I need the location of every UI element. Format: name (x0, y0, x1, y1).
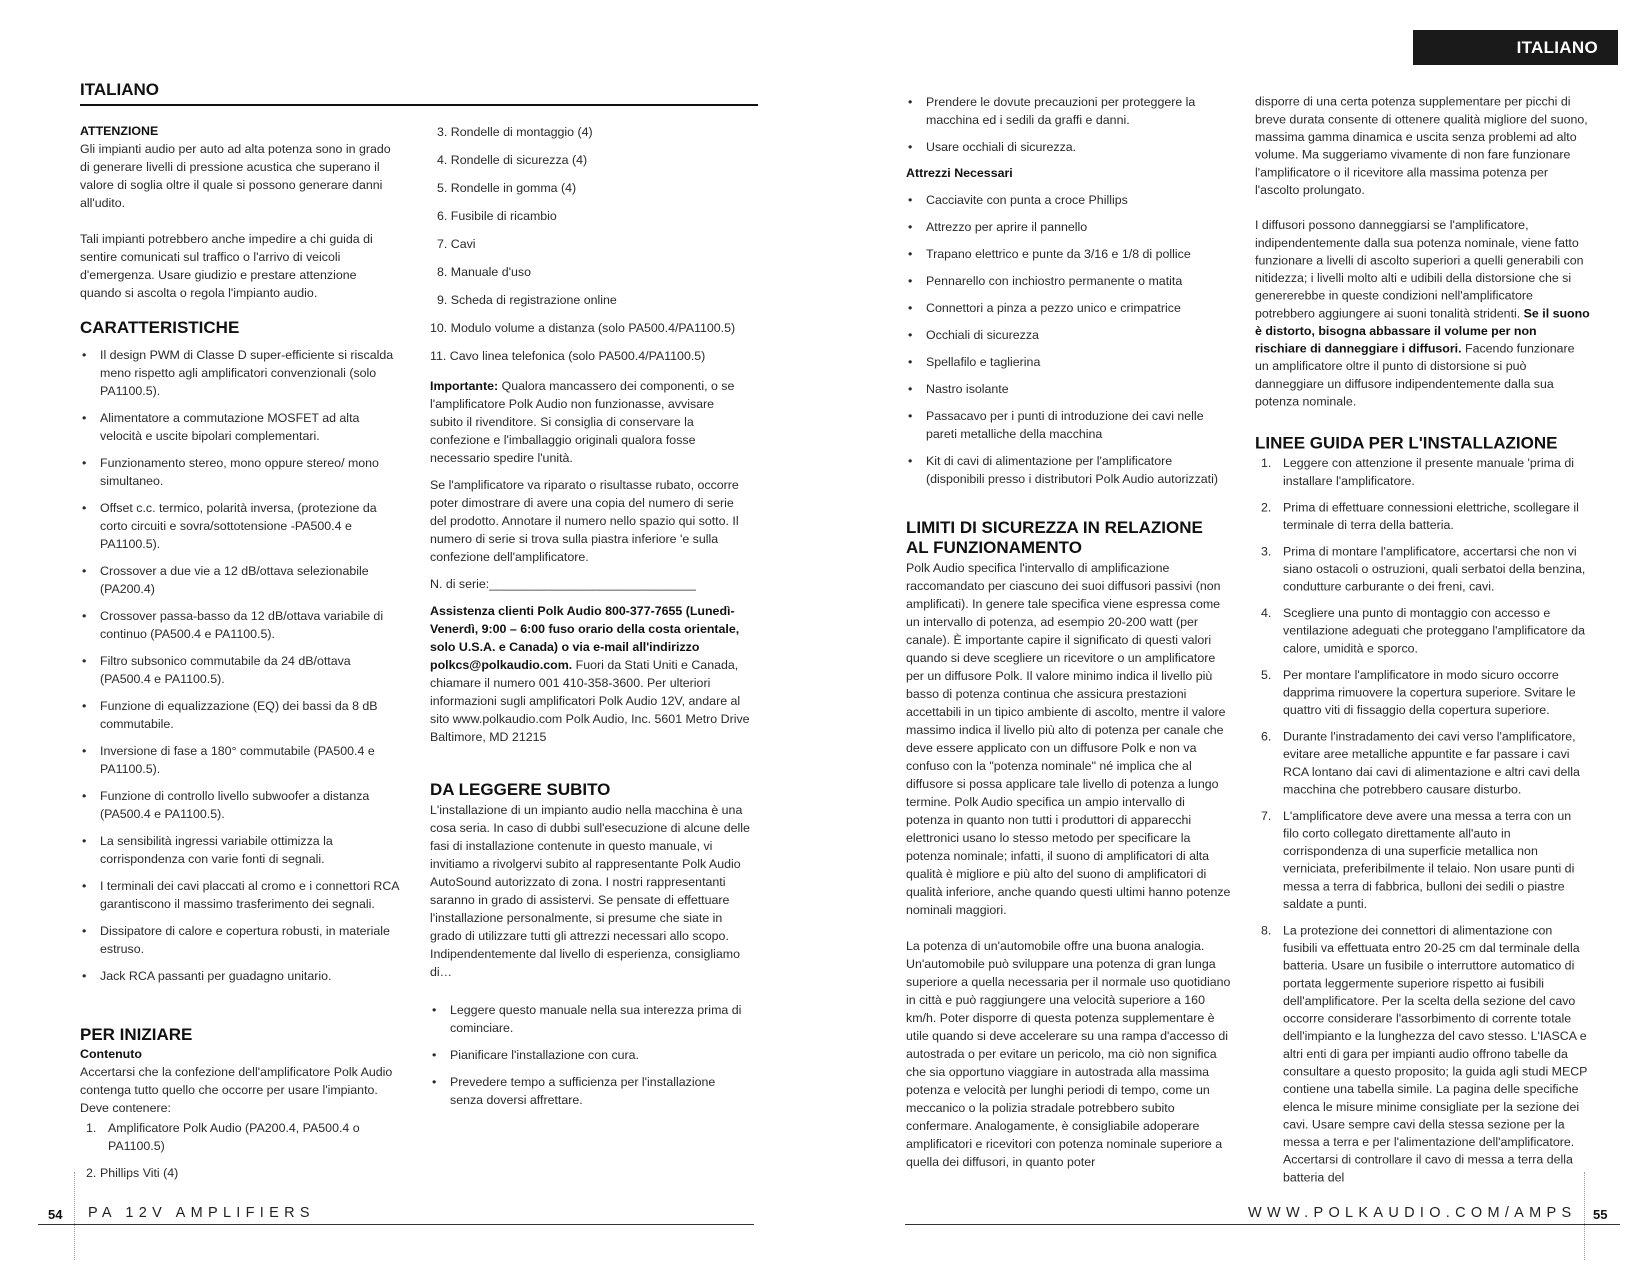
list-item: • Dissipatore di calore e copertura robusti, in materiale estruso. (80, 922, 400, 958)
list-item: • Leggere questo manuale nella sua interezza prima di cominciare. (430, 1001, 750, 1037)
list-item: • Attrezzo per aprire il pannello (906, 218, 1231, 236)
list-item (1261, 499, 1590, 534)
safety-limits-heading: LIMITI DI SICUREZZA IN RELAZIONE AL FUNZIONAMENTO (906, 518, 1203, 557)
safety-limits-paragraph-2: La potenza di un'automobile offre una buona analogia. Un'automobile può sviluppare una potenza di gran lunga superiore a quella necessaria per il normale uso quotidiano in città e può raggiungere una velocità superiore a 160 km/h. Poter disporre di questa potenza supplementare è utile quando si deve accelerare su una rampa d'accesso di autostrada o per evitare un pericolo, ma ciò non significa che sia opportuno viaggiare in autostrada alla massima potenza e velocità per lunghi periodi di tempo, come un meccanico o la polizia stradale potrebbero subito confermare. Analogamente, è consigliabile adoperare amplificatori e ricevitori con potenza nominale superiore a quella dei diffusori, in quanto poter (906, 939, 1231, 1169)
list-item: • Cacciavite con punta a croce Phillips (906, 191, 1231, 209)
item-number: 8. (1261, 923, 1272, 938)
distortion-paragraph (1255, 216, 1590, 410)
list-item: • Nastro isolante (906, 380, 1231, 398)
list-item: • Connettori a pinza a pezzo unico e crimpatrice (906, 299, 1231, 317)
list-item (86, 1164, 400, 1182)
list-item: • Pennarello con inchiostro permanente o matita (906, 272, 1231, 290)
item-text: Durante l'instradamento dei cavi verso l'amplificatore, evitare aree metalliche appuntite e far passare i cavi RCA lontano dai cavi di alimentazione e altri cavi della macchina che potrebbero causare disturbo. (1283, 729, 1580, 797)
list-item: 11. Cavo linea telefonica (solo PA500.4/PA1100.5) (430, 349, 706, 363)
left-column-2 (430, 123, 750, 1118)
power-paragraph: disporre di una certa potenza supplementare per picchi di breve durata consente di ottenere qualità migliore del suono, massima gamma dinamica e uscita senza problemi ad alto volume. Ma suggeriamo vivamente di non fare funzionare l'amplificatore o il ricevitore alla massima potenza per l'ascolto prolungato. (1255, 94, 1588, 197)
item-number: 5. (1261, 667, 1272, 682)
list-item (1261, 543, 1590, 596)
item-number: 1. (1261, 456, 1272, 471)
left-footer-text: PA 12V AMPLIFIERS (88, 1205, 315, 1221)
support-text: Fuori da Stati Uniti e Canada, chiamare il numero 001 410-358-3600. Per ulteriori informazioni sugli amplificatori Polk Audio 12V, andare al sito www.polkaudio.com Polk Audio, Inc. 5601 Metro Drive Baltimore, MD 21215 (430, 658, 750, 744)
list-item: • Funzione di controllo livello subwoofer a distanza (PA500.4 e PA1100.5). (80, 787, 400, 823)
important-label: Importante: (430, 379, 499, 393)
support-contact: Assistenza clienti Polk Audio 800-377-7655 (Lunedì-Venerdì, 9:00 – 6:00 fuso orario della costa orientale, solo U.S.A. e Canada) o via e-mail all'indirizzo polkcs@polkaudio.com. (430, 604, 740, 672)
list-item: 9. Scheda di registrazione online (437, 293, 617, 307)
tools-heading: Attrezzi Necessari (906, 166, 1013, 180)
serial-number-line: N. di serie:______________________________ (430, 577, 696, 591)
repair-paragraph: Se l'amplificatore va riparato o risultasse rubato, occorre poter dimostrare di avere una copia del numero di serie del prodotto. Annotare il numero nello spazio qui sotto. Il numero di serie si trova sulla piastra inferiore 'e sulla confezione dell'amplificatore. (430, 478, 739, 564)
list-item: • Trapano elettrico e punte da 3/16 e 1/8 di pollice (906, 245, 1231, 263)
list-item: • Inversione di fase a 180° commutabile (PA500.4 e PA1100.5). (80, 742, 400, 778)
list-item: • Pianificare l'installazione con cura. (430, 1046, 750, 1064)
list-item: • I terminali dei cavi placcati al cromo e i connettori RCA garantiscono il massimo trasferimento dei segnali. (80, 877, 400, 913)
start-heading: PER INIZIARE (80, 1025, 193, 1044)
item-text: Amplificatore Polk Audio (PA200.4, PA500.4 o PA1100.5) (108, 1121, 360, 1153)
left-footer-rule (38, 1224, 754, 1225)
list-item: • Offset c.c. termico, polarità inversa, (protezione da corto circuiti e sovra/sottotensione -PA500.4 e PA1100.5). (80, 499, 400, 553)
list-item: 8. Manuale d'uso (437, 265, 531, 279)
list-item: • Funzionamento stereo, mono oppure stereo/ mono simultaneo. (80, 454, 400, 490)
attention-paragraph-2: Tali impianti potrebbero anche impedire a chi guida di sentire comunicati sul traffico o l'arrivo di veicoli d'emergenza. Usare giudizio e prestare attenzione quando si ascolta o regola l'impianto audio. (80, 232, 373, 300)
language-tab-label: ITALIANO (1516, 37, 1598, 57)
list-item (1261, 604, 1590, 657)
contents-list-continued (430, 123, 750, 365)
list-item (1261, 807, 1590, 913)
item-number: 4. (1261, 606, 1272, 621)
list-item: • Spellafilo e taglierina (906, 353, 1231, 371)
important-text: Qualora mancassero dei componenti, o se l'amplificatore Polk Audio non funzionasse, avvisare subito il rivenditore. Si consiglia di conservare la confezione e l'imballaggio originali qualora fosse necessario spedire l'unità. (430, 379, 735, 465)
right-crop-mark (1584, 1172, 1585, 1260)
title-rule (80, 104, 758, 106)
item-number: 7. (1261, 809, 1272, 823)
contents-intro: Accertarsi che la confezione dell'amplificatore Polk Audio contenga tutto quello che occorre per usare l'impianto. Deve contenere: (80, 1065, 393, 1115)
left-column-1 (80, 123, 400, 1191)
item-text: Scegliere una punto di montaggio con accesso e ventilazione adeguati che proteggano l'amplificatore da calore, umidità e sporco. (1283, 606, 1586, 656)
list-item: • La sensibilità ingressi variabile ottimizza la corrispondenza con varie fonti di segnali. (80, 832, 400, 868)
list-item: 4. Rondelle di sicurezza (4) (437, 153, 588, 167)
precautions-list (906, 93, 1231, 156)
list-item: • Occhiali di sicurezza (906, 326, 1231, 344)
item-number: 1. (86, 1121, 97, 1135)
install-guide-list (1255, 454, 1590, 1186)
list-item: 5. Rondelle in gomma (4) (437, 181, 577, 195)
item-number: 2. (1261, 500, 1272, 515)
list-item: • Crossover a due vie a 12 dB/ottava selezionabile (PA200.4) (80, 562, 400, 598)
list-item: 7. Cavi (437, 237, 476, 251)
list-item: • Kit di cavi di alimentazione per l'amplificatore (disponibili presso i distributori Polk Audio autorizzati) (906, 452, 1231, 488)
item-text: Leggere con attenzione il presente manuale 'prima di installare l'amplificatore. (1283, 456, 1574, 488)
tools-list (906, 191, 1231, 488)
list-item: 6. Fusibile di ricambio (437, 209, 557, 223)
read-first-list (430, 1001, 750, 1109)
list-item (1261, 728, 1590, 799)
list-item: • Prevedere tempo a sufficienza per l'installazione senza doversi affrettare. (430, 1073, 750, 1109)
attention-paragraph-1: Gli impianti audio per auto ad alta potenza sono in grado di generare livelli di pressione acustica che superano il valore di soglia oltre il quale si possono generare danni all'udito. (80, 142, 391, 210)
item-text: Prima di montare l'amplificatore, accertarsi che non vi siano ostacoli o ostruzioni, quali serbatoi della benzina, condutture carburante o dei freni, cavi. (1283, 544, 1586, 594)
support-paragraph (430, 602, 750, 746)
list-item (1261, 454, 1590, 489)
right-footer-text: WWW.POLKAUDIO.COM/AMPS (1248, 1205, 1577, 1221)
contents-heading: Contenuto (80, 1047, 142, 1061)
read-first-heading: DA LEGGERE SUBITO (430, 780, 611, 799)
distortion-text-end: Facendo funzionare un amplificatore oltre il punto di distorsione si può danneggiare un diffusore indipendentemente dalla sua potenza nominale. (1255, 341, 1575, 409)
item-text: Phillips Viti (4) (100, 1166, 179, 1180)
list-item: • Usare occhiali di sicurezza. (906, 138, 1231, 156)
features-heading: CARATTERISTICHE (80, 318, 240, 337)
list-item: 10. Modulo volume a distanza (solo PA500.4/PA1100.5) (430, 321, 736, 335)
right-column-1 (906, 93, 1231, 1180)
list-item: • Passacavo per i punti di introduzione dei cavi nelle pareti metalliche della macchina (906, 407, 1231, 443)
item-text: L'amplificatore deve avere una messa a terra con un filo corto collegato direttamente all'auto in corrispondenza di una superficie metallica non verniciata, preferibilmente il telaio. Non usare punti di messa a terra di fabbrica, bulloni dei sedili o piastre saldate a punti. (1283, 809, 1575, 911)
list-item: • Crossover passa-basso da 12 dB/ottava variabile di continuo (PA500.4 e PA1100.5). (80, 607, 400, 643)
left-page-number: 54 (48, 1207, 63, 1222)
important-paragraph (430, 377, 750, 467)
item-number: 6. (1261, 729, 1272, 744)
page-title: ITALIANO (80, 80, 160, 99)
item-text: Prima di effettuare connessioni elettriche, scollegare il terminale di terra della batteria. (1283, 500, 1579, 532)
list-item (1261, 666, 1590, 719)
list-item: • Funzione di equalizzazione (EQ) dei bassi da 8 dB commutabile. (80, 697, 400, 733)
distortion-warning: Se il suono è distorto, bisogna abbassare il volume per non rischiare di danneggiare i diffusori. (1255, 306, 1590, 356)
attention-heading: ATTENZIONE (80, 124, 159, 138)
item-text: Per montare l'amplificatore in modo sicuro occorre dapprima rimuovere la copertura superiore. Svitare le quattro viti di fissaggio della copertura superiore. (1283, 667, 1576, 717)
install-guide-heading: LINEE GUIDA PER L'INSTALLAZIONE (1255, 433, 1558, 453)
left-page-header (80, 80, 760, 100)
contents-list (80, 1119, 400, 1182)
right-page-number: 55 (1593, 1207, 1608, 1222)
list-item: • Alimentatore a commutazione MOSFET ad alta velocità e uscite bipolari complementari. (80, 409, 400, 445)
list-item (86, 1119, 400, 1155)
item-number: 2. (86, 1166, 97, 1180)
list-item: • Prendere le dovute precauzioni per proteggere la macchina ed i sedili da graffi e danni. (906, 93, 1231, 129)
list-item: 3. Rondelle di montaggio (4) (437, 125, 593, 139)
item-number: 3. (1261, 544, 1272, 559)
language-tab (1413, 30, 1618, 65)
right-column-2 (1255, 93, 1590, 1195)
list-item: • Il design PWM di Classe D super-efficiente si riscalda meno rispetto agli amplificatori convenzionali (solo PA1100.5). (80, 346, 400, 400)
list-item: • Jack RCA passanti per guadagno unitario. (80, 967, 400, 985)
distortion-text: I diffusori possono danneggiarsi se l'amplificatore, indipendentemente dalla sua potenza nominale, viene fatto funzionare a livelli di ascolto superiori a quelli generabili con nitidezza; i livelli molto alti e udibili della distorsione che si genererebbe in queste condizioni nell'amplificatore potrebbero aggiungere ai suoni tonalità stridenti. (1255, 218, 1584, 321)
read-first-paragraph: L'installazione di un impianto audio nella macchina è una cosa seria. In caso di dubbi sull'esecuzione di alcune delle fasi di installazione contenute in questo manuale, vi invitiamo a rivolgervi subito al rappresentante Polk Audio AutoSound autorizzato di zona. I nostri rappresentanti saranno in grado di assistervi. Se pensate di effettuare l'installazione personalmente, si presume che siate in grado di utilizzare tutti gli attrezzi necessari allo scopo. Indipendentemente dal livello di esperienza, consigliamo di… (430, 803, 750, 979)
safety-limits-paragraph-1: Polk Audio specifica l'intervallo di amplificazione raccomandato per ciascuno dei suoi diffusori passivi (non amplificati). In genere tale specifica viene espressa come un intervallo di potenza, ad esempio 20-200 watt (per canale). È importante capire il significato di questi valori quando si deve scegliere un ricevitore o un amplificatore per un diffusore Polk. Il valore minimo indica il livello più basso di potenza continua che assicura prestazioni accettabili in un tipico ambiente di ascolto, mentre il valore massimo indica il livello più alto di potenza per canale che deve essere applicato con un diffusore Polk e non va confuso con la "potenza nominale" né implica che al diffusore si possa applicare tale livello di potenza a lungo termine. Polk Audio specifica un ampio intervallo di potenza in quanto non tutti i produttori di apparecchi elettronici usano lo stesso metodo per specificare la potenza nominale; infatti, il suono di amplificatori di alta qualità è migliore e più alto del suono di amplificatori di qualità inferiore, anche quando questi ultimi hanno potenze nominali maggiori. (906, 561, 1231, 917)
list-item (1261, 922, 1590, 1186)
features-list (80, 346, 400, 985)
list-item: • Filtro subsonico commutabile da 24 dB/ottava (PA500.4 e PA1100.5). (80, 652, 400, 688)
left-crop-mark (74, 1172, 75, 1260)
item-text: La protezione dei connettori di alimentazione con fusibili va effettuata entro 20-25 cm dal terminale della batteria. Usare un fusibile o interruttore automatico di portata leggermente superiore rispetto ai fusibili dell'amplificatore. Per la scelta della sezione del cavo occorre considerare l'assorbimento di corrente totale dell'impianto e la lunghezza del cavo stesso. L'IASCA e altri enti di gara per impianti audio offrono tabelle da consultare a questo proposito; la guida agli studi MECP contiene una tabella simile. La pagina delle specifiche elenca le misure minime consigliate per la sezione dei cavi. Usare sempre cavi della stessa sezione per la messa a terra e per l'alimentazione dell'amplificatore. Accertarsi di controllare il cavo di messa a terra della batteria del (1283, 923, 1588, 1185)
right-footer-rule (905, 1224, 1620, 1225)
